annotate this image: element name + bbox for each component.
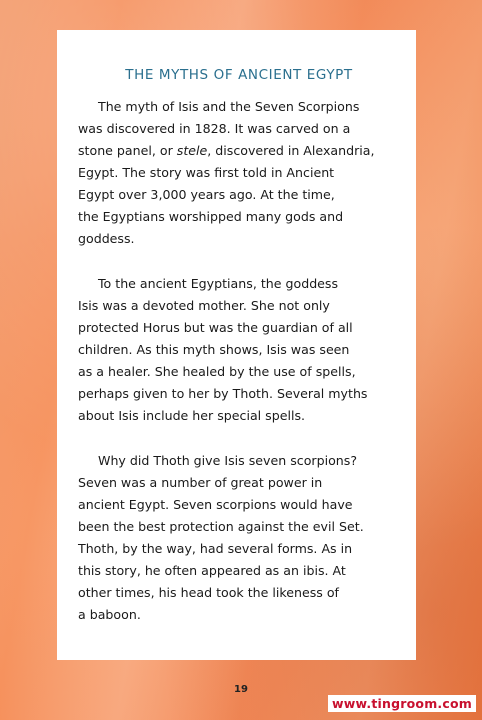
text-line: other times, his head took the likeness of (78, 585, 339, 600)
text-line: Why did Thoth give Isis seven scorpions? (98, 453, 358, 468)
paragraph-1 (78, 96, 400, 250)
paragraph-2 (78, 273, 400, 427)
text-line: as a healer. She healed by the use of spells, (78, 364, 356, 379)
text-line: was discovered in 1828. It was carved on a (78, 121, 351, 136)
text-line: goddess. (78, 231, 135, 246)
text-line: Isis was a devoted mother. She not only (78, 298, 330, 313)
text-line: about Isis include her special spells. (78, 408, 306, 423)
text-line: stone panel, or stele, discovered in Alexandria, (78, 143, 375, 158)
text-line: The myth of Isis and the Seven Scorpions (98, 99, 360, 114)
page-title: THE MYTHS OF ANCIENT EGYPT (125, 67, 353, 83)
text-line: protected Horus but was the guardian of all (78, 320, 353, 335)
page-number: 19 (234, 684, 248, 695)
text-line: Seven was a number of great power in (78, 475, 323, 490)
text-line: perhaps given to her by Thoth. Several myths (78, 386, 368, 401)
book-page (57, 30, 416, 660)
text-line: the Egyptians worshipped many gods and (78, 209, 344, 224)
text-line: this story, he often appeared as an ibis. At (78, 563, 346, 578)
text-line: Thoth, by the way, had several forms. As in (78, 541, 353, 556)
text-line: Egypt over 3,000 years ago. At the time, (78, 187, 335, 202)
text-line: To the ancient Egyptians, the goddess (98, 276, 339, 291)
text-line: been the best protection against the evil Set. (78, 519, 364, 534)
paragraph-3 (78, 450, 400, 626)
text-line: ancient Egypt. Seven scorpions would have (78, 497, 353, 512)
text-line: Egypt. The story was first told in Ancient (78, 165, 335, 180)
text-line: a baboon. (78, 607, 141, 622)
text-line: children. As this myth shows, Isis was seen (78, 342, 350, 357)
watermark: www.tingroom.com (328, 695, 476, 712)
